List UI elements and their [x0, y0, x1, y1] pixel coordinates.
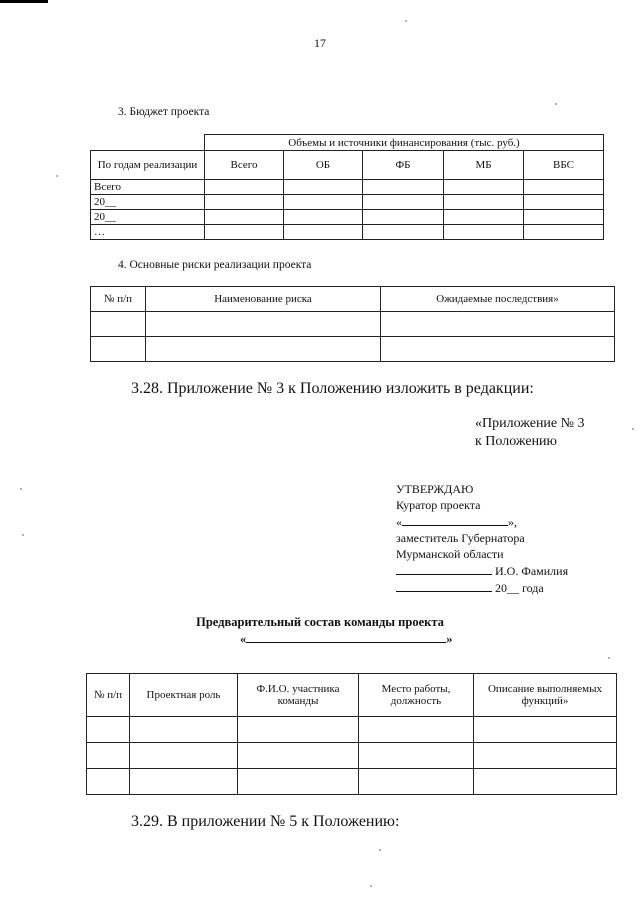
- team-table: [86, 673, 617, 795]
- budget-col-vbs: ВБС: [524, 151, 604, 180]
- date-blank: [396, 579, 492, 592]
- table-row: [87, 743, 617, 769]
- budget-row-label: …: [91, 225, 205, 240]
- page-number: 17: [314, 36, 326, 50]
- scan-speck: [20, 488, 22, 490]
- appendix-reference: [475, 415, 585, 451]
- team-quote-open: «: [240, 632, 247, 646]
- approval-quote-close: »,: [508, 515, 517, 529]
- table-row: [91, 195, 604, 210]
- risks-col-name: Наименование риска: [146, 287, 381, 312]
- table-row: [91, 225, 604, 240]
- budget-col-ob: ОБ: [284, 151, 363, 180]
- table-row: [91, 312, 615, 337]
- approval-deputy: заместитель Губернатора: [396, 531, 525, 545]
- approval-quote-open: «: [396, 515, 402, 529]
- team-col-fio: Ф.И.О. участника команды: [238, 674, 359, 717]
- scan-speck: [608, 657, 610, 659]
- approval-approve: УТВЕРЖДАЮ: [396, 482, 474, 496]
- top-edge-mark: [0, 0, 48, 3]
- team-col-workplace: Место работы, должность: [359, 674, 474, 717]
- budget-row-label: 20__: [91, 195, 205, 210]
- budget-row-label: 20__: [91, 210, 205, 225]
- team-header-row: [87, 674, 617, 717]
- appendix-line-1: «Приложение № 3: [475, 416, 585, 431]
- budget-heading: 3. Бюджет проекта: [118, 106, 210, 118]
- approval-date-line: [396, 579, 616, 596]
- budget-row-label: Всего: [91, 180, 205, 195]
- appendix-line-2: к Положению: [475, 434, 558, 449]
- approval-region: Мурманской области: [396, 547, 504, 561]
- approval-signature-line: [396, 562, 616, 579]
- approval-blank-field: [402, 513, 508, 526]
- budget-group-header: Объемы и источники финансирования (тыс. руб.): [205, 135, 604, 151]
- signature-blank: [396, 562, 492, 575]
- team-col-number: № п/п: [87, 674, 130, 717]
- budget-group-header-row: [91, 135, 604, 151]
- scan-speck: [379, 849, 381, 851]
- budget-header-row: [91, 151, 604, 180]
- team-project-name-line: [240, 630, 453, 647]
- risks-col-number: № п/п: [91, 287, 146, 312]
- budget-col-years: По годам реализации: [91, 151, 205, 180]
- team-col-role: Проектная роль: [130, 674, 238, 717]
- team-col-functions: Описание выполняемых функций»: [474, 674, 617, 717]
- table-row: [91, 180, 604, 195]
- team-quote-close: »: [446, 632, 453, 646]
- scan-speck: [56, 175, 58, 177]
- table-row: [87, 769, 617, 795]
- item-3-29: 3.29. В приложении № 5 к Положению:: [131, 813, 400, 830]
- budget-col-total: Всего: [205, 151, 284, 180]
- approval-curator-line: [396, 513, 616, 530]
- risks-heading: 4. Основные риски реализации проекта: [118, 259, 312, 271]
- approval-name: И.О. Фамилия: [495, 564, 569, 578]
- scan-speck: [22, 534, 24, 536]
- scan-speck: [555, 103, 557, 105]
- risks-header-row: [91, 287, 615, 312]
- project-name-blank: [246, 630, 446, 643]
- item-3-28: 3.28. Приложение № 3 к Положению изложить в редакции:: [131, 380, 534, 397]
- team-title: Предварительный состав команды проекта: [196, 615, 444, 629]
- table-row: [87, 717, 617, 743]
- risks-col-consequences: Ожидаемые последствия»: [381, 287, 615, 312]
- risks-table: [90, 286, 615, 362]
- budget-col-fb: ФБ: [363, 151, 444, 180]
- table-row: [91, 210, 604, 225]
- scan-speck: [405, 20, 407, 22]
- budget-col-mb: МБ: [444, 151, 524, 180]
- scan-speck: [370, 885, 372, 887]
- approval-curator: Куратор проекта: [396, 498, 481, 512]
- approval-block: [396, 481, 616, 596]
- budget-table: [90, 134, 604, 240]
- approval-year-prefix: 20: [495, 581, 507, 595]
- table-row: [91, 337, 615, 362]
- approval-year-suffix: __ года: [507, 581, 544, 595]
- scan-speck: [632, 428, 634, 430]
